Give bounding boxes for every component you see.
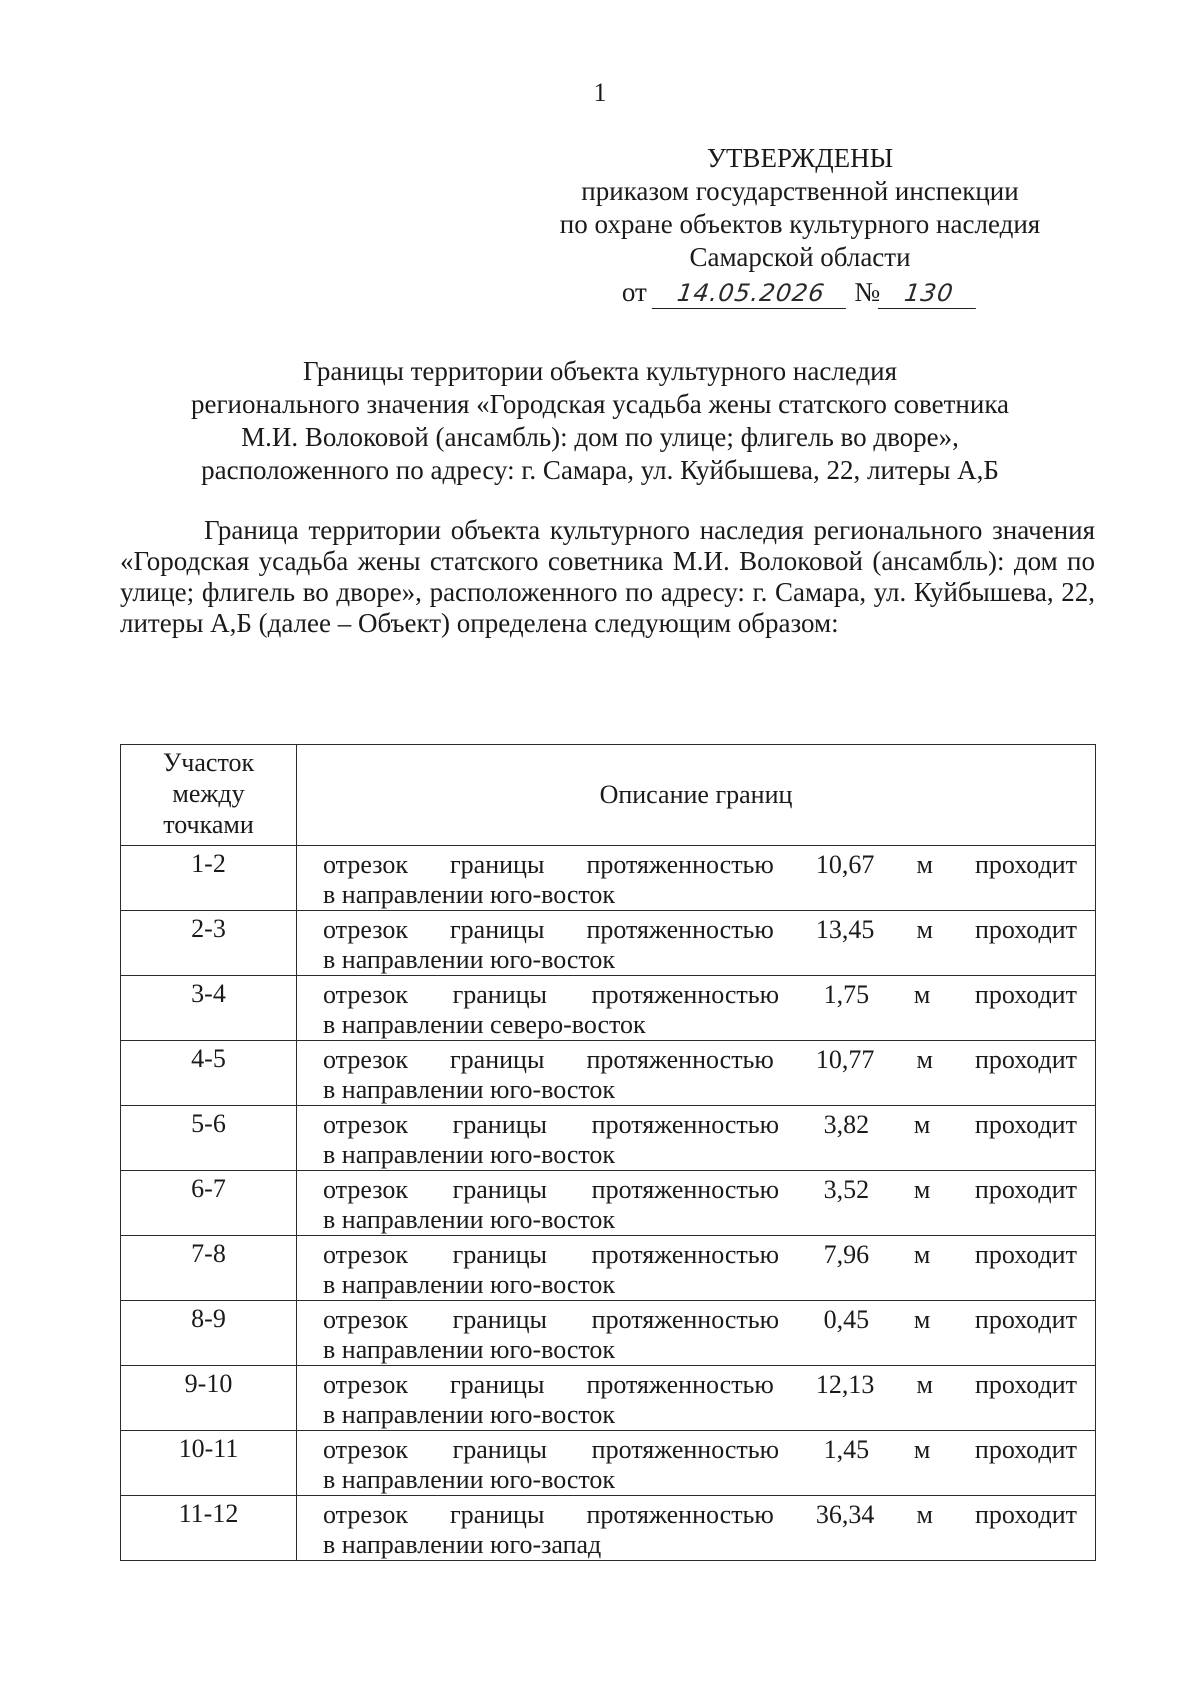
word-border: границы bbox=[450, 1370, 545, 1399]
word-passes: проходит bbox=[974, 1175, 1077, 1204]
description-line-1 bbox=[323, 1370, 1077, 1400]
description-cell bbox=[297, 1171, 1096, 1236]
segment-cell: 9-10 bbox=[121, 1366, 297, 1431]
word-segment: отрезок bbox=[323, 1370, 408, 1399]
direction-text: в направлении северо-восток bbox=[323, 1010, 646, 1039]
direction-text: в направлении юго-восток bbox=[323, 945, 616, 974]
word-border: границы bbox=[452, 1240, 548, 1269]
word-segment: отрезок bbox=[323, 980, 408, 1009]
length-value: 3,52 bbox=[823, 1175, 870, 1204]
description-line-1 bbox=[323, 1110, 1077, 1140]
description-cell bbox=[297, 1301, 1096, 1366]
word-border: границы bbox=[450, 850, 545, 879]
header-description: Описание границ bbox=[297, 745, 1096, 846]
table-row bbox=[121, 1366, 1096, 1431]
description-cell bbox=[297, 1496, 1096, 1561]
word-length: протяженностью bbox=[586, 1500, 774, 1529]
word-unit: м bbox=[916, 915, 933, 944]
table-row bbox=[121, 976, 1096, 1041]
segment-cell: 11-12 bbox=[121, 1496, 297, 1561]
length-value: 7,96 bbox=[823, 1240, 870, 1269]
word-passes: проходит bbox=[974, 1240, 1077, 1269]
title-line-2: регионального значения «Городская усадьба жены статского советника bbox=[190, 389, 1010, 419]
handwritten-number: 130 bbox=[878, 278, 980, 309]
table-row bbox=[121, 1431, 1096, 1496]
word-unit: м bbox=[913, 1435, 931, 1464]
word-unit: м bbox=[916, 1370, 933, 1399]
direction-text: в направлении юго-запад bbox=[323, 1530, 602, 1559]
word-length: протяженностью bbox=[591, 1240, 780, 1269]
direction-text: в направлении юго-восток bbox=[323, 1465, 616, 1494]
approval-line-1: приказом государственной инспекции bbox=[581, 176, 1019, 206]
direction-text: в направлении юго-восток bbox=[323, 1140, 616, 1169]
word-border: границы bbox=[450, 915, 545, 944]
description-line-1 bbox=[323, 1435, 1077, 1465]
word-length: протяженностью bbox=[591, 1110, 780, 1139]
word-passes: проходит bbox=[974, 1500, 1077, 1529]
title-line-1: Границы территории объекта культурного наследия bbox=[302, 356, 898, 386]
word-unit: м bbox=[916, 1045, 933, 1074]
direction-text: в направлении юго-восток bbox=[323, 1400, 616, 1429]
handwritten-date: 14.05.2026 bbox=[651, 278, 849, 309]
word-passes: проходит bbox=[974, 850, 1077, 879]
length-value: 10,77 bbox=[815, 1045, 875, 1074]
approval-stamp bbox=[520, 142, 1080, 309]
word-segment: отрезок bbox=[323, 1110, 408, 1139]
segment-cell: 2-3 bbox=[121, 911, 297, 976]
description-cell bbox=[297, 1041, 1096, 1106]
segment-cell: 1-2 bbox=[121, 846, 297, 911]
table-row bbox=[121, 1041, 1096, 1106]
table-body bbox=[121, 846, 1096, 1561]
segment-cell: 8-9 bbox=[121, 1301, 297, 1366]
table-row bbox=[121, 846, 1096, 911]
word-segment: отрезок bbox=[323, 1045, 408, 1074]
header-segment-line: точками bbox=[163, 810, 254, 839]
word-length: протяженностью bbox=[586, 1370, 774, 1399]
word-segment: отрезок bbox=[323, 1500, 408, 1529]
date-prefix: от bbox=[621, 277, 647, 307]
table-row bbox=[121, 1496, 1096, 1561]
word-passes: проходит bbox=[974, 1110, 1077, 1139]
direction-text: в направлении юго-восток bbox=[323, 1335, 616, 1364]
segment-cell: 5-6 bbox=[121, 1106, 297, 1171]
segment-cell: 3-4 bbox=[121, 976, 297, 1041]
length-value: 3,82 bbox=[823, 1110, 870, 1139]
number-prefix: № bbox=[854, 277, 881, 307]
table-row bbox=[121, 1171, 1096, 1236]
direction-text: в направлении юго-восток bbox=[323, 1075, 616, 1104]
description-cell bbox=[297, 911, 1096, 976]
description-line-1 bbox=[323, 1240, 1077, 1270]
word-segment: отрезок bbox=[323, 915, 408, 944]
title-line-4: расположенного по адресу: г. Самара, ул. Куйбышева, 22, литеры А,Б bbox=[201, 455, 999, 485]
word-segment: отрезок bbox=[323, 1175, 408, 1204]
word-border: границы bbox=[450, 1045, 545, 1074]
table-row bbox=[121, 1106, 1096, 1171]
word-length: протяженностью bbox=[591, 1305, 780, 1334]
word-border: границы bbox=[452, 1305, 548, 1334]
word-unit: м bbox=[913, 1240, 931, 1269]
word-border: границы bbox=[452, 1435, 548, 1464]
direction-text: в направлении юго-восток bbox=[323, 1205, 616, 1234]
title-line-3: М.И. Волоковой (ансамбль): дом по улице; флигель во дворе», bbox=[241, 422, 959, 452]
description-cell bbox=[297, 1431, 1096, 1496]
word-passes: проходит bbox=[974, 1045, 1077, 1074]
word-length: протяженностью bbox=[586, 850, 774, 879]
word-unit: м bbox=[913, 1305, 931, 1334]
description-cell bbox=[297, 1106, 1096, 1171]
word-length: протяженностью bbox=[591, 1435, 780, 1464]
word-passes: проходит bbox=[974, 1370, 1077, 1399]
description-cell bbox=[297, 1236, 1096, 1301]
segment-cell: 7-8 bbox=[121, 1236, 297, 1301]
word-border: границы bbox=[452, 1175, 548, 1204]
description-cell bbox=[297, 846, 1096, 911]
description-line-1 bbox=[323, 1175, 1077, 1205]
word-segment: отрезок bbox=[323, 1435, 408, 1464]
segment-cell: 4-5 bbox=[121, 1041, 297, 1106]
word-border: границы bbox=[450, 1500, 545, 1529]
description-line-1 bbox=[323, 1305, 1077, 1335]
word-passes: проходит bbox=[974, 915, 1077, 944]
word-segment: отрезок bbox=[323, 1305, 408, 1334]
header-segment-line: Участок bbox=[162, 748, 255, 777]
approval-line-2: по охране объектов культурного наследия bbox=[559, 209, 1041, 239]
description-cell bbox=[297, 1366, 1096, 1431]
table-row bbox=[121, 1301, 1096, 1366]
length-value: 10,67 bbox=[815, 850, 875, 879]
length-value: 12,13 bbox=[815, 1370, 875, 1399]
direction-text: в направлении юго-восток bbox=[323, 1270, 616, 1299]
document-title bbox=[100, 355, 1100, 487]
header-segment bbox=[121, 745, 297, 846]
approval-line-3: Самарской области bbox=[689, 242, 911, 272]
description-line-1 bbox=[323, 850, 1077, 880]
description-line-1 bbox=[323, 980, 1077, 1010]
table-row bbox=[121, 911, 1096, 976]
length-value: 36,34 bbox=[815, 1500, 875, 1529]
body-paragraph: Граница территории объекта культурного наследия регионального значения «Городская усадьба жены статского советника М.И. Волоковой (ансамбль): дом по улице; флигель во дворе», расположенного по адресу: г. Самара, ул. Куйбышева, 22, литеры А,Б (далее – Объект) определена следующим образом: bbox=[120, 515, 1095, 638]
word-border: границы bbox=[452, 980, 548, 1009]
length-value: 0,45 bbox=[823, 1305, 870, 1334]
segment-cell: 6-7 bbox=[121, 1171, 297, 1236]
word-length: протяженностью bbox=[586, 1045, 774, 1074]
table-header-row bbox=[121, 745, 1096, 846]
word-unit: м bbox=[916, 850, 933, 879]
word-unit: м bbox=[913, 1175, 931, 1204]
approval-date-line bbox=[520, 276, 1080, 309]
table-row bbox=[121, 1236, 1096, 1301]
segment-cell: 10-11 bbox=[121, 1431, 297, 1496]
word-passes: проходит bbox=[974, 1435, 1077, 1464]
word-passes: проходит bbox=[974, 1305, 1077, 1334]
word-length: протяженностью bbox=[591, 980, 780, 1009]
header-segment-line: между bbox=[172, 779, 245, 808]
length-value: 1,75 bbox=[823, 980, 870, 1009]
word-length: протяженностью bbox=[586, 915, 774, 944]
word-segment: отрезок bbox=[323, 850, 408, 879]
word-unit: м bbox=[913, 980, 931, 1009]
word-segment: отрезок bbox=[323, 1240, 408, 1269]
word-border: границы bbox=[452, 1110, 548, 1139]
word-length: протяженностью bbox=[591, 1175, 780, 1204]
description-line-1 bbox=[323, 915, 1077, 945]
length-value: 13,45 bbox=[815, 915, 875, 944]
length-value: 1,45 bbox=[823, 1435, 870, 1464]
direction-text: в направлении юго-восток bbox=[323, 880, 616, 909]
word-passes: проходит bbox=[974, 980, 1077, 1009]
description-line-1 bbox=[323, 1500, 1077, 1530]
word-unit: м bbox=[913, 1110, 931, 1139]
page-number: 1 bbox=[593, 78, 607, 107]
word-unit: м bbox=[916, 1500, 933, 1529]
approval-heading: УТВЕРЖДЕНЫ bbox=[706, 143, 894, 173]
description-cell bbox=[297, 976, 1096, 1041]
description-line-1 bbox=[323, 1045, 1077, 1075]
boundaries-table bbox=[120, 744, 1096, 1561]
